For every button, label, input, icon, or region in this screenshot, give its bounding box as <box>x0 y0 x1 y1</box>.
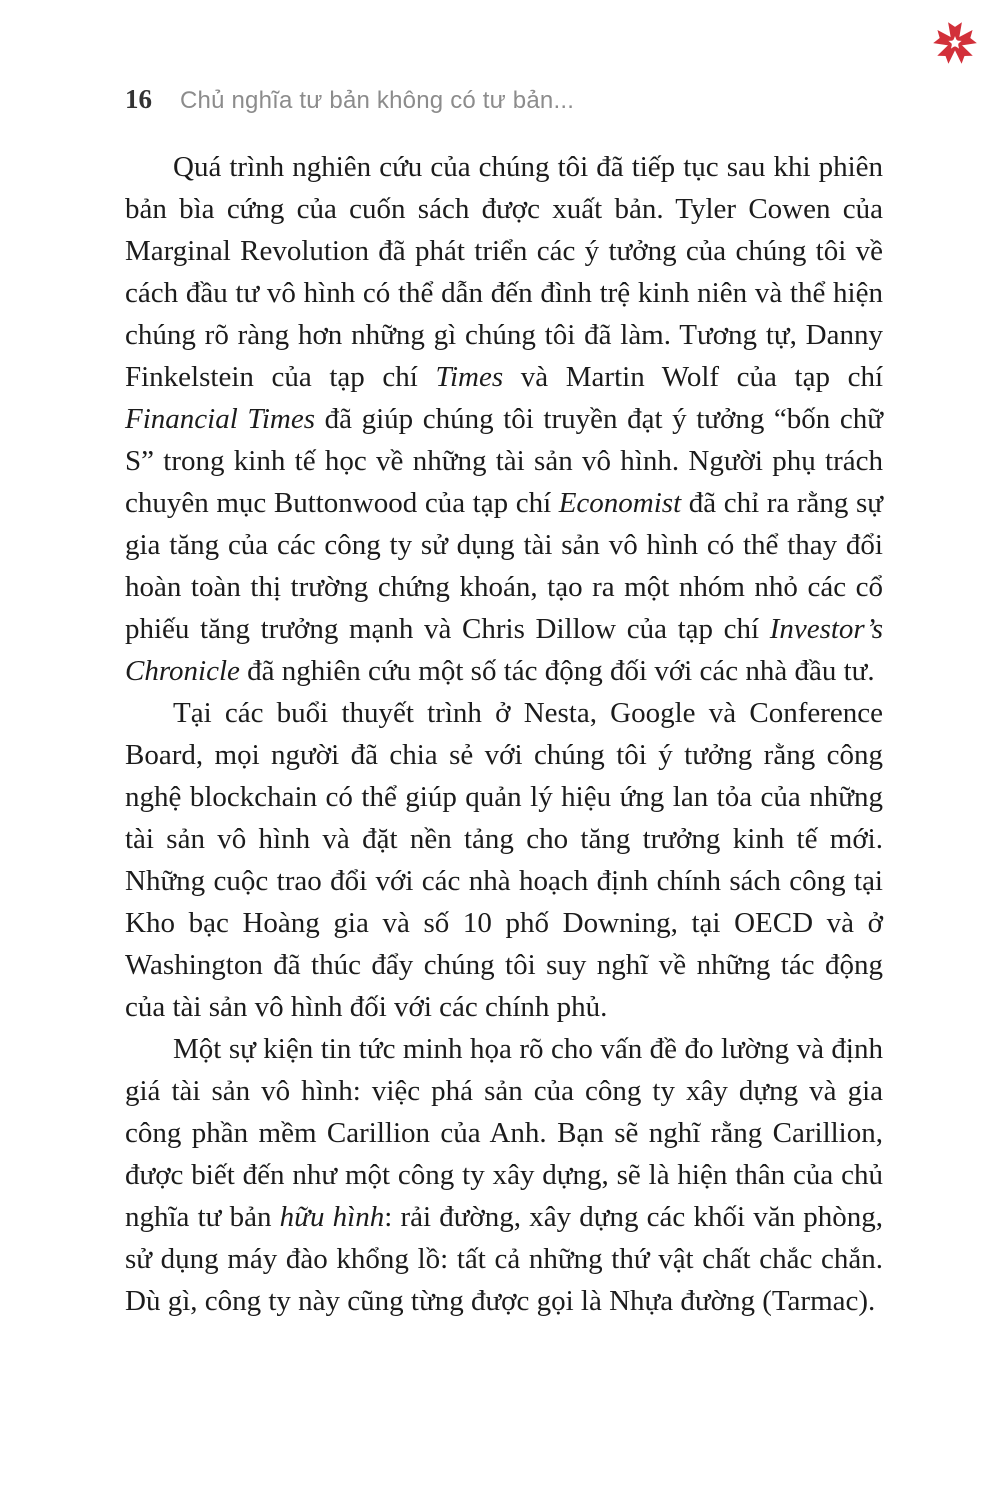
paragraph: Quá trình nghiên cứu của chúng tôi đã tiếp tục sau khi phiên bản bìa cứng của cuốn sách được xuất bản. Tyler Cowen của Marginal Revolution đã phát triển các ý tưởng của chúng tôi về cách đầu tư vô hình có thể dẫn đến đình trệ kinh niên và thể hiện chúng rõ ràng hơn những gì chúng tôi đã làm. Tương tự, Danny Finkelstein của tạp chí Times và Martin Wolf của tạp chí Financial Times đã giúp chúng tôi truyền đạt ý tưởng “bốn chữ S” trong kinh tế học về những tài sản vô hình. Người phụ trách chuyên mục Buttonwood của tạp chí Economist đã chỉ ra rằng sự gia tăng của các công ty sử dụng tài sản vô hình có thể thay đổi hoàn toàn thị trường chứng khoán, tạo ra một nhóm nhỏ các cổ phiếu tăng trưởng mạnh và Chris Dillow của tạp chí Investor’s Chronicle đã nghiên cứu một số tác động đối với các nhà đầu tư. <box>125 151 883 687</box>
paragraph: Tại các buổi thuyết trình ở Nesta, Google và Conference Board, mọi người đã chia sẻ với chúng tôi ý tưởng rằng công nghệ blockchain có thể giúp quản lý hiệu ứng lan tỏa của những tài sản vô hình và đặt nền tảng cho tăng trưởng kinh tế mới. Những cuộc trao đổi với các nhà hoạch định chính sách công tại Kho bạc Hoàng gia và số 10 phố Downing, tại OECD và ở Washington đã thúc đẩy chúng tôi suy nghĩ về những tác động của tài sản vô hình đối với các chính phủ. <box>125 697 883 1023</box>
paragraph: Một sự kiện tin tức minh họa rõ cho vấn đề đo lường và định giá tài sản vô hình: việc phá sản của công ty xây dựng và gia công phần mềm Carillion của Anh. Bạn sẽ nghĩ rằng Carillion, được biết đến như một công ty xây dựng, sẽ là hiện thân của chủ nghĩa tư bản hữu hình: rải đường, xây dựng các khối văn phòng, sử dụng máy đào khổng lồ: tất cả những thứ vật chất chắc chắn. Dù gì, công ty này cũng từng được gọi là Nhựa đường (Tarmac). <box>125 1033 884 1317</box>
running-title: Chủ nghĩa tư bản không có tư bản... <box>180 87 575 114</box>
page-header <box>125 84 885 115</box>
publisher-flower-logo <box>932 20 978 66</box>
page-number: 16 <box>125 84 152 114</box>
body-text <box>125 146 883 1322</box>
